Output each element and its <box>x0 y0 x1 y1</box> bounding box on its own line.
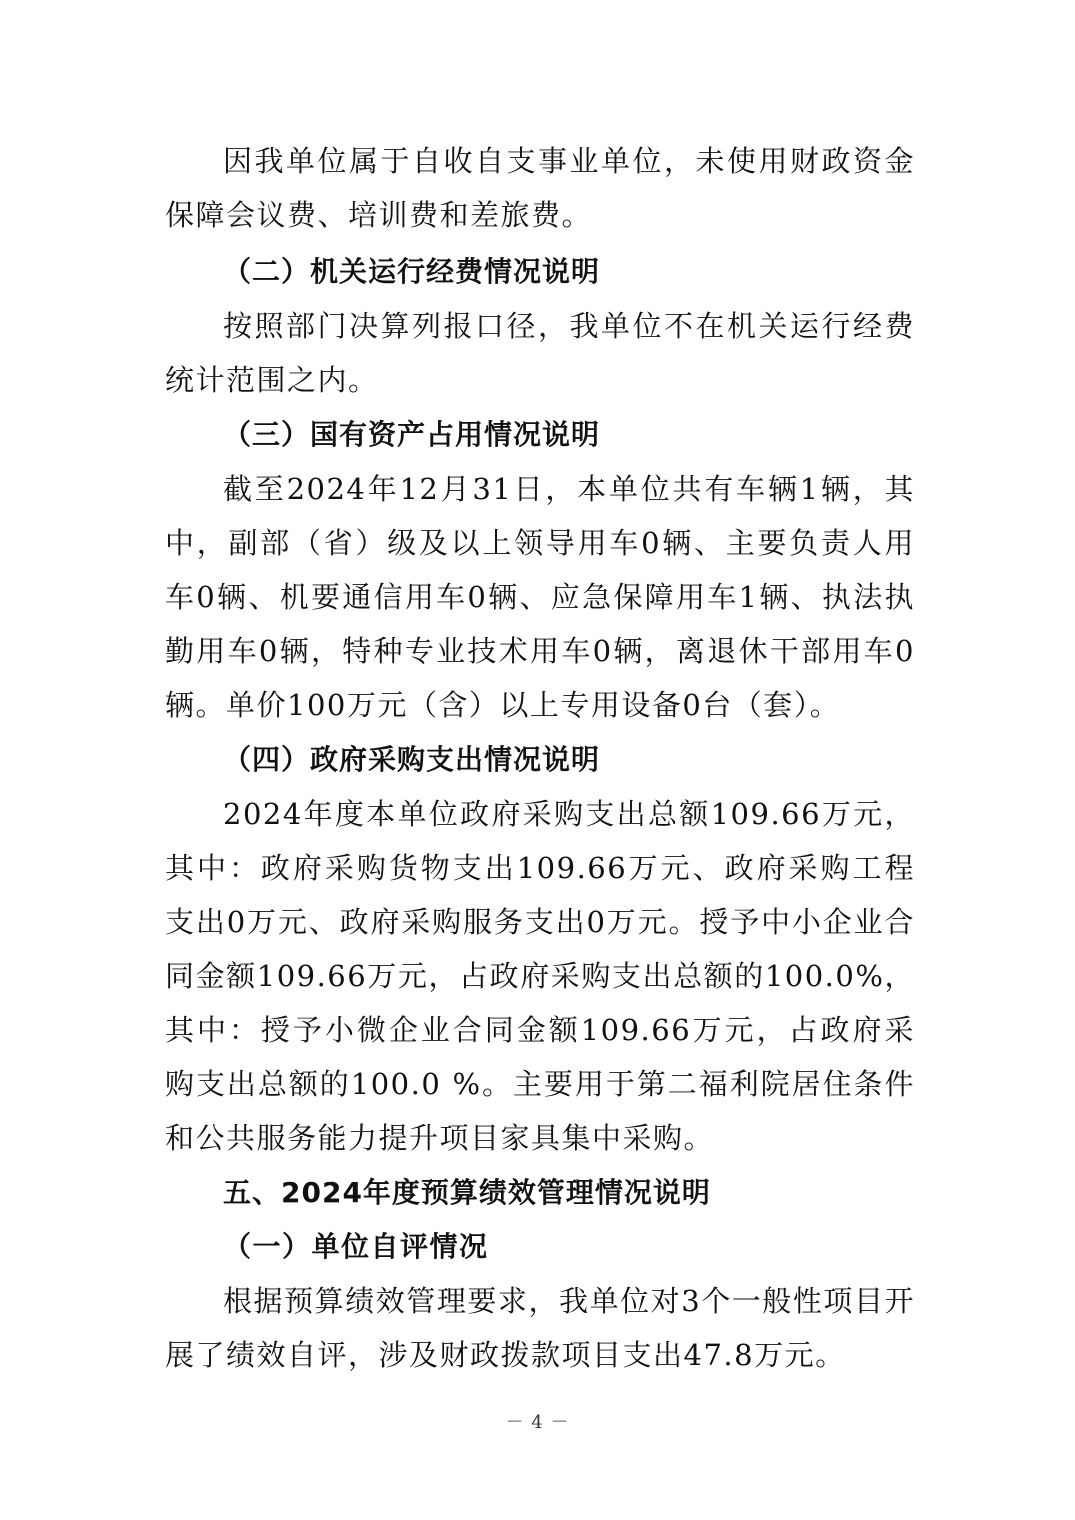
heading-performance-management: 五、2024年度预算绩效管理情况说明 <box>223 1176 711 1209</box>
heading-state-assets: （三）国有资产占用情况说明 <box>223 418 601 451</box>
heading-self-evaluation: （一）单位自评情况 <box>223 1230 489 1263</box>
paragraph-self-evaluation: 根据预算绩效管理要求，我单位对3个一般性项目开展了绩效自评，涉及财政拨款项目支出47.8万元。 <box>165 1284 915 1372</box>
paragraph-office-operating-expenses: 按照部门决算列报口径，我单位不在机关运行经费统计范围之内。 <box>165 309 915 397</box>
paragraph-government-procurement: 2024年度本单位政府采购支出总额109.66万元，其中：政府采购货物支出109.66万元、政府采购工程支出0万元、政府采购服务支出0万元。授予中小企业合同金额109.66万元，占政府采购支出总额的100.0%，其中：授予小微企业合同金额109.66万元，占政府采购支出总额的100.0 %。主要用于第二福利院居住条件和公共服务能力提升项目家具集中采购。 <box>165 797 915 1155</box>
heading-office-operating-expenses: （二）机关运行经费情况说明 <box>223 255 601 288</box>
page-number: － 4 － <box>505 1412 570 1433</box>
paragraph-meeting-expenses: 因我单位属于自收自支事业单位，未使用财政资金保障会议费、培训费和差旅费。 <box>165 144 915 232</box>
heading-government-procurement: （四）政府采购支出情况说明 <box>223 743 601 776</box>
paragraph-state-assets: 截至2024年12月31日，本单位共有车辆1辆，其中，副部（省）级及以上领导用车0辆、主要负责人用车0辆、机要通信用车0辆、应急保障用车1辆、执法执勤用车0辆，特种专业技术用车0辆，离退休干部用车0辆。单价100万元（含）以上专用设备0台（套）。 <box>165 472 915 722</box>
